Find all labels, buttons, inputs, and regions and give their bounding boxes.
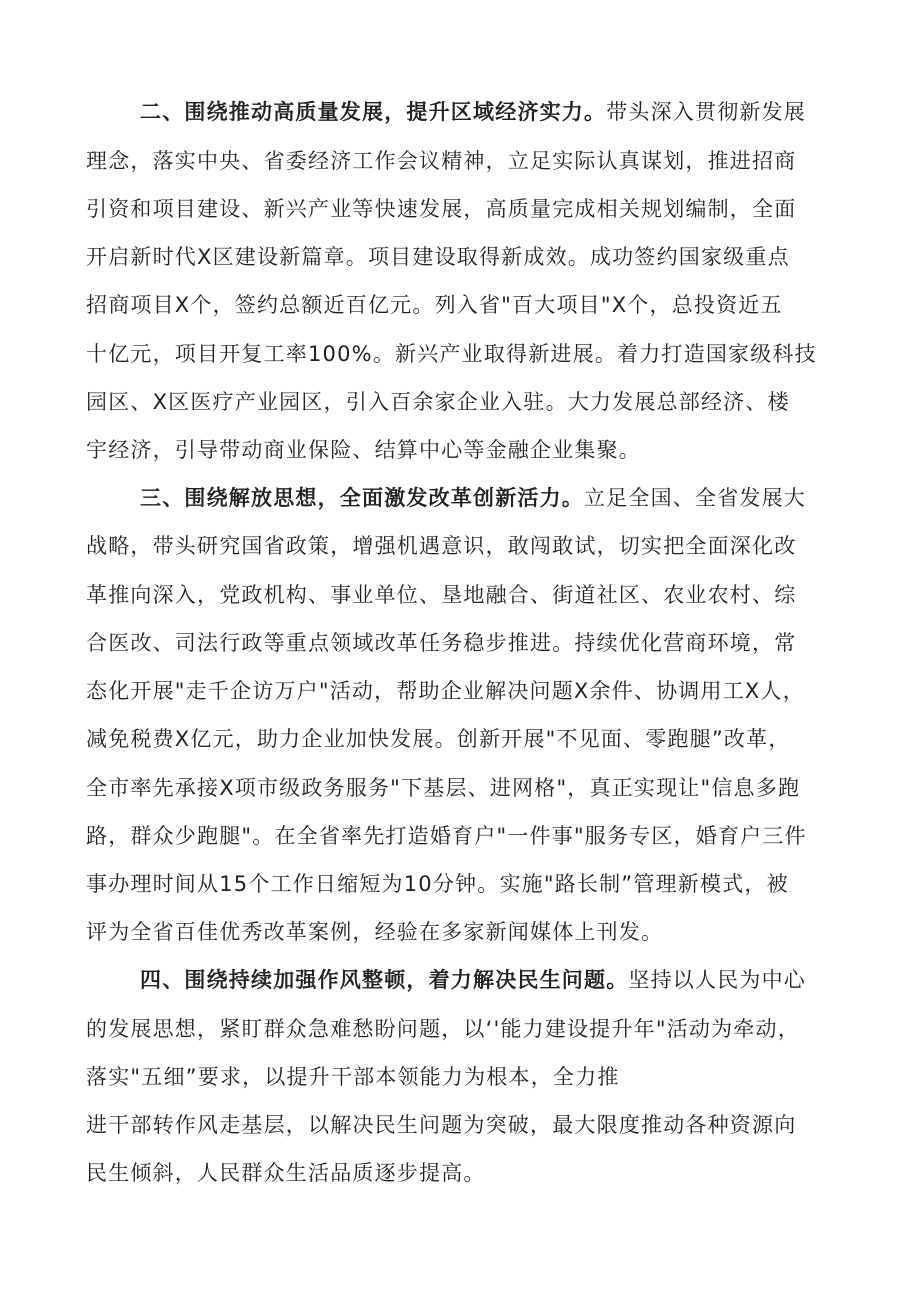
paragraph-1-line-2: 理念，落实中央、省委经济工作会议精神，立足实际认真谋划，推进招商 <box>86 149 797 173</box>
paragraph-2-line-6: 减免税费X亿元，助力企业加快发展。创新开展"不见面、零跑腿”改革， <box>86 727 791 751</box>
paragraph-2-line-10: 评为全省百佳优秀改革案例，经验在多家新闻媒体上刊发。 <box>86 920 664 944</box>
paragraph-3-line-3: 落实"五细”要求，以提升干部本领能力为根本，全力推 <box>86 1065 620 1089</box>
paragraph-2-text: 立足全国、全省发展大 <box>584 486 806 510</box>
paragraph-2-heading: 三、围绕解放思想，全面激发改革创新活力。 <box>140 486 584 510</box>
paragraph-2-line-4: 合医改、司法行政等重点领域改革任务稳步推进。持续优化营商环境，常 <box>86 631 797 655</box>
paragraph-3-line-4: 进干部转作风走基层，以解决民生问题为突破，最大限度推动各种资源向 <box>86 1113 797 1137</box>
paragraph-1-line-7: 园区、X区医疗产业园区，引入百余家企业入驻。大力发展总部经济、楼 <box>86 390 790 414</box>
paragraph-2-line-8: 路，群众少跑腿"。在全省率先打造婚育户"一件事"服务专区，婚育户三件 <box>86 824 807 848</box>
paragraph-1-line-4: 开启新时代X区建设新篇章。项目建设取得新成效。成功签约国家级重点 <box>86 245 790 269</box>
paragraph-1-line-6: 十亿元，项目开复工率100%。新兴产业取得新进展。着力打造国家级科技 <box>86 342 817 366</box>
paragraph-1-text: 带头深入贯彻新发展 <box>606 100 807 124</box>
paragraph-2-line-7: 全市率先承接X项市级政务服务"下基层、进网格"，真正实现让"信息多跑 <box>86 776 801 800</box>
paragraph-1-line-1 <box>140 96 900 128</box>
paragraph-3-heading: 四、围绕持续加强作风整顿，着力解决民生问题。 <box>140 968 629 992</box>
paragraph-1-line-8: 宇经济，引导带动商业保险、结算中心等金融企业集聚。 <box>86 438 641 462</box>
paragraph-2-line-9: 事办理时间从15个工作日缩短为10分钟。实施"路长制”管理新模式，被 <box>86 872 789 896</box>
paragraph-3-line-1 <box>140 964 900 996</box>
paragraph-1-heading: 二、围绕推动高质量发展，提升区域经济实力。 <box>140 100 607 124</box>
paragraph-1-line-5: 招商项目X个，签约总额近百亿元。列入省"百大项目"X个，总投资近五 <box>86 293 783 317</box>
paragraph-2-line-5: 态化开展"走千企访万户"活动，帮助企业解决问题X余件、协调用工X人， <box>86 679 805 703</box>
paragraph-2-line-2: 战略，带头研究国省政策，增强机遇意识，敢闯敢试，切实把全面深化改 <box>86 534 797 558</box>
paragraph-2-line-3: 革推向深入，党政机构、事业单位、垦地融合、街道社区、农业农村、综 <box>86 583 797 607</box>
paragraph-3-line-2: 的发展思想，紧盯群众急难愁盼问题，以‘'能力建设提升年"活动为牵动， <box>86 1017 800 1041</box>
paragraph-3-text: 坚持以人民为中心 <box>628 968 807 992</box>
paragraph-3-line-5: 民生倾斜，人民群众生活品质逐步提高。 <box>86 1161 486 1185</box>
paragraph-2-line-1 <box>140 482 900 514</box>
paragraph-1-line-3: 引资和项目建设、新兴产业等快速发展，高质量完成相关规划编制，全面 <box>86 197 797 221</box>
